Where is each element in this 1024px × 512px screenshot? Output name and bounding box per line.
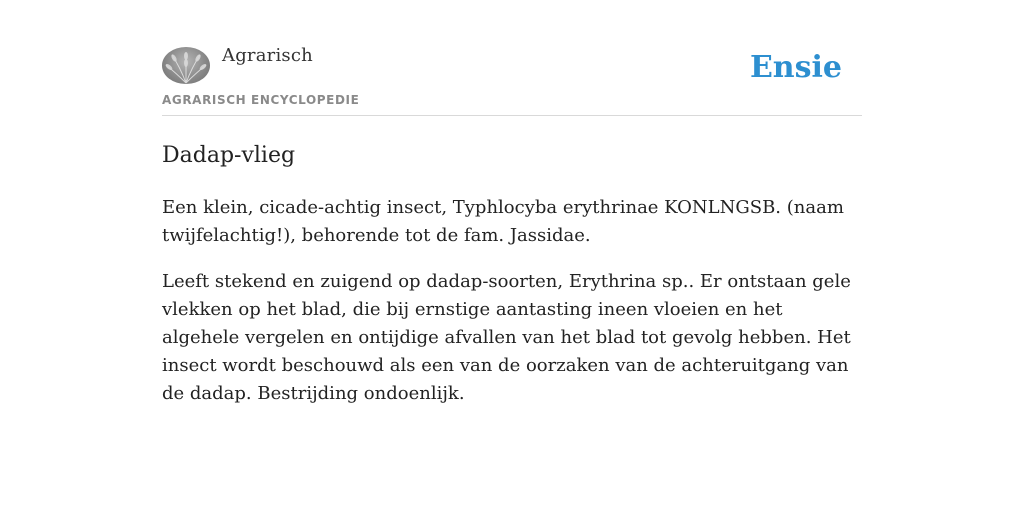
source-name[interactable]: Agrarisch xyxy=(222,45,313,66)
brand-logo-link[interactable]: Ensie xyxy=(749,50,842,85)
wheat-icon[interactable] xyxy=(162,47,210,84)
page xyxy=(162,0,862,408)
article-paragraph: Leeft stekend en zuigend op dadap-soorten, Erythrina sp.. Er ontstaan gele vlekken op het blad, die bij ernstige aantasting ineen vloeien en het algehele vergelen en ontijdige afvallen van het blad tot gevolg hebben. Het insect wordt beschouwd als een van de oorzaken van de achteruitgang van de dadap. Bestrijding ondoenlijk. xyxy=(162,271,851,404)
article-title: Dadap-vlieg xyxy=(162,143,296,168)
source-subtitle: AGRARISCH ENCYCLOPEDIE xyxy=(162,93,360,107)
header xyxy=(162,0,862,116)
article-paragraph: Een klein, cicade-achtig insect, Typhlocyba erythrinae KONLNGSB. (naam twijfelachtig!), behorende tot de fam. Jassidae. xyxy=(162,197,844,246)
